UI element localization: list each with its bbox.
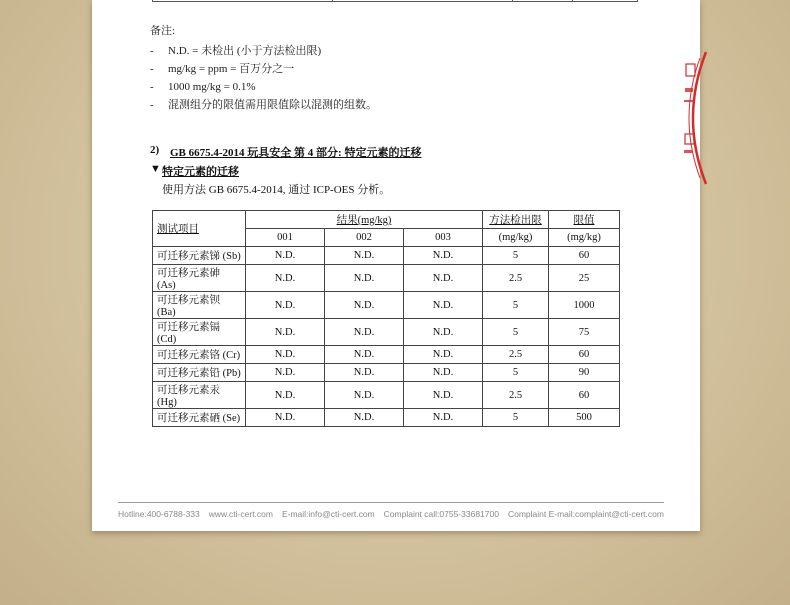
footer-complaint-call: Complaint call:0755-33681700 bbox=[383, 509, 499, 519]
note-bullet: - bbox=[150, 99, 154, 111]
cell-item: 可迁移元素铅 (Pb) bbox=[153, 364, 246, 382]
header-test-item-label: 测试项目 bbox=[157, 224, 199, 235]
table-border-tick bbox=[512, 0, 513, 2]
note-bullet: - bbox=[150, 45, 154, 57]
cell-result: N.D. bbox=[325, 319, 404, 346]
footer-contacts bbox=[118, 509, 664, 519]
cell-limit: 60 bbox=[549, 382, 620, 409]
note-text: mg/kg = ppm = 百万分之一 bbox=[168, 63, 295, 75]
header-limit-label: 限值 bbox=[573, 215, 595, 226]
partial-seal-stamp bbox=[678, 48, 708, 188]
table-row bbox=[153, 319, 620, 346]
cell-mdl: 5 bbox=[483, 292, 549, 319]
cell-result: N.D. bbox=[404, 364, 483, 382]
cell-limit: 500 bbox=[549, 409, 620, 427]
cell-result: N.D. bbox=[246, 265, 325, 292]
cell-result: N.D. bbox=[246, 382, 325, 409]
cell-limit: 60 bbox=[549, 247, 620, 265]
sub-heading-title: 特定元素的迁移 bbox=[162, 166, 239, 178]
page-footer bbox=[118, 502, 664, 519]
cell-limit: 25 bbox=[549, 265, 620, 292]
cell-mdl: 2.5 bbox=[483, 346, 549, 364]
cell-limit: 75 bbox=[549, 319, 620, 346]
footer-hotline: Hotline:400-6788-333 bbox=[118, 509, 200, 519]
note-bullet: - bbox=[150, 63, 154, 75]
cell-result: N.D. bbox=[404, 265, 483, 292]
seal-stamp-icon bbox=[678, 48, 708, 188]
cell-result: N.D. bbox=[325, 265, 404, 292]
table-row bbox=[153, 292, 620, 319]
cell-item: 可迁移元素硒 (Se) bbox=[153, 409, 246, 427]
note-item bbox=[150, 42, 377, 60]
cell-limit: 90 bbox=[549, 364, 620, 382]
method-description: 使用方法 GB 6675.4-2014, 通过 ICP-OES 分析。 bbox=[162, 184, 391, 196]
footer-email: E-mail:info@cti-cert.com bbox=[281, 509, 375, 519]
table-header-row bbox=[153, 211, 620, 229]
note-bullet: - bbox=[150, 81, 154, 93]
cell-result: N.D. bbox=[404, 292, 483, 319]
cell-result: N.D. bbox=[325, 292, 404, 319]
cell-mdl: 5 bbox=[483, 247, 549, 265]
cell-mdl: 2.5 bbox=[483, 382, 549, 409]
document-page bbox=[92, 0, 700, 531]
cell-result: N.D. bbox=[325, 409, 404, 427]
results-table bbox=[152, 210, 620, 427]
notes-title: 备注: bbox=[150, 25, 176, 37]
cell-result: N.D. bbox=[325, 364, 404, 382]
cell-item: 可迁移元素铬 (Cr) bbox=[153, 346, 246, 364]
header-results-label: 结果(mg/kg) bbox=[336, 215, 392, 226]
triangle-marker-icon: ▼ bbox=[150, 163, 161, 175]
cell-result: N.D. bbox=[246, 409, 325, 427]
cell-result: N.D. bbox=[325, 247, 404, 265]
table-row bbox=[153, 364, 620, 382]
cell-result: N.D. bbox=[246, 364, 325, 382]
cell-item: 可迁移元素汞 (Hg) bbox=[153, 382, 246, 409]
cell-item: 可迁移元素钡 (Ba) bbox=[153, 292, 246, 319]
note-text: N.D. = 未检出 (小于方法检出限) bbox=[168, 45, 322, 57]
footer-website: www.cti-cert.com bbox=[208, 509, 273, 519]
section-heading bbox=[150, 144, 421, 160]
cell-mdl: 2.5 bbox=[483, 265, 549, 292]
cell-mdl: 5 bbox=[483, 319, 549, 346]
header-sample-002: 002 bbox=[325, 229, 404, 247]
note-item bbox=[150, 96, 377, 114]
cell-result: N.D. bbox=[404, 409, 483, 427]
cell-result: N.D. bbox=[325, 382, 404, 409]
note-item bbox=[150, 78, 377, 96]
cell-limit: 60 bbox=[549, 346, 620, 364]
test-section bbox=[150, 144, 421, 197]
header-mdl-label: 方法检出限 bbox=[489, 215, 542, 226]
cell-item: 可迁移元素镉 (Cd) bbox=[153, 319, 246, 346]
cell-result: N.D. bbox=[404, 346, 483, 364]
cell-limit: 1000 bbox=[549, 292, 620, 319]
header-sample-003: 003 bbox=[404, 229, 483, 247]
cell-mdl: 5 bbox=[483, 409, 549, 427]
table-border-tick bbox=[152, 0, 153, 2]
cell-item: 可迁移元素锑 (Sb) bbox=[153, 247, 246, 265]
cell-mdl: 5 bbox=[483, 364, 549, 382]
notes-block bbox=[150, 22, 377, 114]
note-item bbox=[150, 60, 377, 78]
header-sample-001: 001 bbox=[246, 229, 325, 247]
cell-result: N.D. bbox=[404, 319, 483, 346]
cell-result: N.D. bbox=[246, 247, 325, 265]
table-row bbox=[153, 265, 620, 292]
cell-result: N.D. bbox=[246, 346, 325, 364]
cell-result: N.D. bbox=[246, 292, 325, 319]
header-limit-unit: (mg/kg) bbox=[549, 229, 620, 247]
table-row bbox=[153, 346, 620, 364]
header-mdl-unit: (mg/kg) bbox=[483, 229, 549, 247]
footer-complaint-email: Complaint E-mail:complaint@cti-cert.com bbox=[507, 509, 664, 519]
cell-result: N.D. bbox=[246, 319, 325, 346]
header-test-item bbox=[153, 211, 246, 247]
table-row bbox=[153, 409, 620, 427]
cell-result: N.D. bbox=[325, 346, 404, 364]
table-border-tick bbox=[332, 0, 333, 2]
cell-item: 可迁移元素砷 (As) bbox=[153, 265, 246, 292]
table-border-line bbox=[152, 1, 638, 2]
table-row bbox=[153, 382, 620, 409]
header-limit bbox=[549, 211, 620, 229]
table-row bbox=[153, 247, 620, 265]
header-results bbox=[246, 211, 483, 229]
sub-heading bbox=[150, 163, 421, 179]
table-border-tick bbox=[637, 0, 638, 2]
previous-table-bottom-edge bbox=[152, 0, 638, 2]
cell-result: N.D. bbox=[404, 247, 483, 265]
header-mdl bbox=[483, 211, 549, 229]
cell-result: N.D. bbox=[404, 382, 483, 409]
note-text: 1000 mg/kg = 0.1% bbox=[168, 81, 256, 93]
note-text: 混测组分的限值需用限值除以混测的组数。 bbox=[168, 99, 377, 111]
table-border-tick bbox=[572, 0, 573, 2]
footer-divider bbox=[118, 502, 664, 503]
section-number: 2) bbox=[150, 144, 160, 156]
section-title: GB 6675.4-2014 玩具安全 第 4 部分: 特定元素的迁移 bbox=[170, 147, 422, 159]
